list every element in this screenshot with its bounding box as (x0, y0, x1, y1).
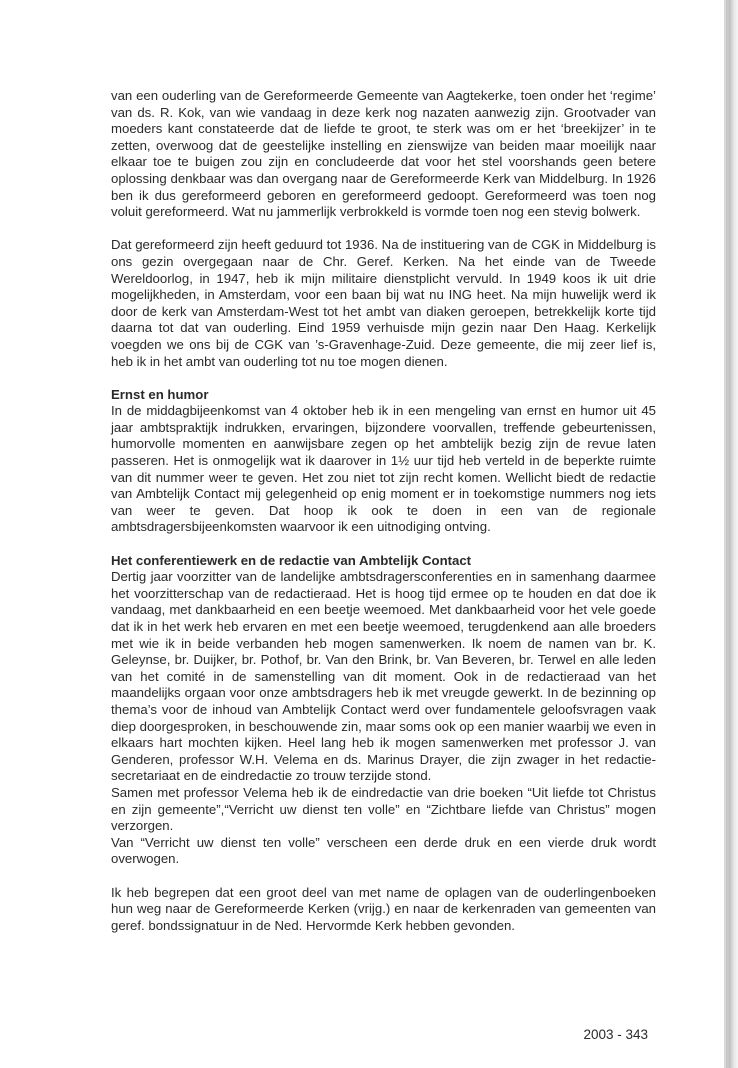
paragraph-oplagen: Ik heb begrepen dat een groot deel van met name de oplagen van de ouderlingenboeken hun weg naar de Gereformeerde Kerken (vrijg.) en naar de kerkenraden van gemeenten van geref. bondssignatuur in de Ned. Hervormde Kerk hebben gevonden. (111, 884, 656, 933)
paragraph-membership: Dat gereformeerd zijn heeft geduurd tot 1936. Na de instituering van de CGK in Middelburg is ons gezin overgegaan naar de Chr. Geref. Kerken. Na het einde van de Tweede Wereldoorlog, in 1947, heb ik mijn militaire dienstplicht vervuld. In 1949 koos ik uit drie mogelijkheden, in Amsterdam, voor een baan bij wat nu ING heet. Na mijn huwelijk werd ik door de kerk van Amsterdam-West tot het ambt van diaken geroepen, betrekkelijk korte tijd daarna tot dat van ouderling. Eind 1959 verhuisde mijn gezin naar Den Haag. Kerkelijk voegden we ons bij de CGK van ’s-Gravenhage-Zuid. Deze gemeente, die mij zeer lief is, heb ik in het ambt van ouderling tot nu toe mogen dienen. (111, 237, 656, 369)
paragraph-herdruk: Van “Verricht uw dienst ten volle” verscheen een derde druk en een vierde druk wordt overwogen. (111, 834, 656, 867)
paragraph-conferentiewerk: Dertig jaar voorzitter van de landelijke ambtsdragersconferenties en in samenhang daarmee het voorzitterschap van de redactieraad. Het is hoog tijd ermee op te houden en dat doe ik vandaag, met dankbaarheid en een beetje weemoed. Met dankbaarheid voor het vele goede dat ik in het werk heb ervaren en met een beetje weemoed, terugdenkend aan alle broeders met wie ik in beide verbanden heb mogen samenwerken. Ik noem de namen van br. K. Geleynse, br. Duijker, br. Pothof, br. Van den Brink, br. Van Beveren, br. Terwel en alle leden van het comité in de samenstelling van dit moment. Ook in de redactieraad van het maandelijks orgaan voor onze ambtsdragers heb ik met vreugde gewerkt. In de bezinning op thema’s voor de inhoud van Ambtelijk Contact werd over fundamentele geloofsvragen vaak diep doorgesproken, in beschouwende zin, maar soms ook op een manier waarbij we even in elkaars hart mochten kijken. Heel lang heb ik mogen samenwerken met professor J. van Genderen, professor W.H. Velema en ds. Marinus Drayer, die zijn zwager in het redactie-secretariaat en de eindredactie zo trouw terzijde stond. (111, 569, 656, 784)
paragraph-boeken: Samen met professor Velema heb ik de eindredactie van drie boeken “Uit liefde tot Christus en zijn gemeente”,“Verricht uw dienst ten volle” en “Zichtbare liefde van Christus” mogen verzorgen. (111, 784, 656, 834)
article-body (111, 88, 656, 934)
heading-ernst-en-humor: Ernst en humor (111, 386, 209, 402)
page-number: 2003 - 343 (583, 1027, 648, 1042)
paragraph-ernst-en-humor: In de middagbijeenkomst van 4 oktober heb ik in een mengeling van ernst en humor uit 45 jaar ambtspraktijk indrukken, ervaringen, bijzondere voorvallen, treffende gebeurtenissen, humorvolle momenten en aanwijsbare zegen op het ambtelijk bezig zijn de revue laten passeren. Het is onmogelijk wat ik daarover in 1½ uur tijd heb verteld in de beperkte ruimte van dit nummer weer te geven. Het zou niet tot zijn recht komen. Wellicht biedt de redactie van Ambtelijk Contact mij gelegenheid op enig moment er in toekomstige nummers nog iets van weer te geven. Dat hoop ik ook te doen in een van de regionale ambtsdragersbijeenkomsten waarvoor ik een uitnodiging ontving. (111, 403, 656, 535)
heading-conferentiewerk: Het conferentiewerk en de redactie van Ambtelijk Contact (111, 552, 472, 568)
intro-paragraph: van een ouderling van de Gereformeerde Gemeente van Aagtekerke, toen onder het ‘regime’ van ds. R. Kok, van wie vandaag in deze kerk nog nazaten aanwezig zijn. Grootvader van moeders kant constateerde dat de liefde te groot, te sterk was om er het ‘breekijzer’ in te zetten, overwoog dat de geestelijke instelling en zienswijze van beiden maar moeilijk naar elkaar toe te buigen zou zijn en concludeerde dat voor het stel voorshands geen betere oplossing denkbaar was dan overgang naar de Gereformeerde Kerk van Middelburg. In 1926 ben ik dus gereformeerd geboren en gereformeerd gedoopt. Gereformeerd was toen nog voluit gereformeerd. Wat nu jammerlijk verbrokkeld is vormde toen nog een stevig bolwerk. (111, 88, 656, 220)
page-edge-shadow (729, 0, 738, 1068)
